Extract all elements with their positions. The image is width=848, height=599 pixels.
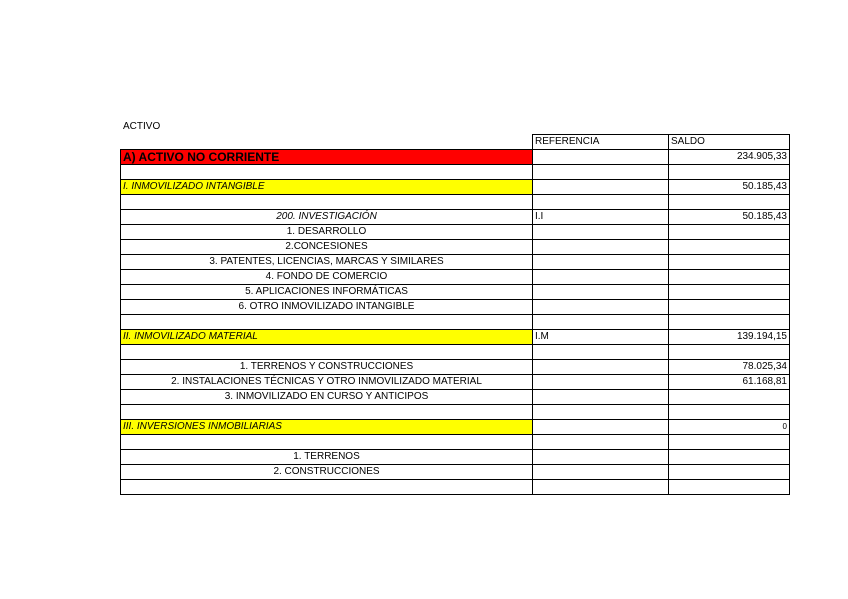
table-row[interactable] (121, 375, 790, 390)
saldo-cell[interactable] (669, 435, 790, 450)
concept-cell[interactable] (121, 315, 533, 330)
concept-cell[interactable]: I. INMOVILIZADO INTANGIBLE (121, 180, 533, 195)
concept-cell[interactable]: 2.CONCESIONES (121, 240, 533, 255)
concept-cell[interactable]: II. INMOVILIZADO MATERIAL (121, 330, 533, 345)
concept-cell[interactable]: 3. INMOVILIZADO EN CURSO Y ANTICIPOS (121, 390, 533, 405)
balance-sheet-table (120, 134, 790, 495)
ref-cell[interactable] (533, 405, 669, 420)
ref-cell[interactable] (533, 195, 669, 210)
ref-cell[interactable] (533, 450, 669, 465)
ref-cell[interactable] (533, 375, 669, 390)
concept-cell[interactable] (121, 435, 533, 450)
concept-cell[interactable]: 3. PATENTES, LICENCIAS, MARCAS Y SIMILARES (121, 255, 533, 270)
ref-cell[interactable] (533, 165, 669, 180)
sheet-label: ACTIVO (123, 121, 161, 132)
table-row[interactable] (121, 390, 790, 405)
saldo-cell[interactable] (669, 480, 790, 495)
concept-cell[interactable]: 1. DESARROLLO (121, 225, 533, 240)
table-row[interactable] (121, 225, 790, 240)
ref-cell[interactable] (533, 315, 669, 330)
ref-cell[interactable] (533, 300, 669, 315)
ref-cell[interactable] (533, 225, 669, 240)
ref-cell[interactable] (533, 345, 669, 360)
ref-cell[interactable] (533, 285, 669, 300)
saldo-cell[interactable]: 0 (669, 420, 790, 435)
saldo-cell[interactable]: 234.905,33 (669, 150, 790, 165)
saldo-cell[interactable]: 50.185,43 (669, 210, 790, 225)
saldo-cell[interactable] (669, 285, 790, 300)
ref-cell[interactable] (533, 180, 669, 195)
ref-cell[interactable] (533, 480, 669, 495)
saldo-cell[interactable]: 50.185,43 (669, 180, 790, 195)
table-row[interactable] (121, 435, 790, 450)
table-row-investigacion[interactable] (121, 210, 790, 225)
concept-cell[interactable] (121, 165, 533, 180)
concept-cell[interactable]: 2. INSTALACIONES TÉCNICAS Y OTRO INMOVILIZADO MATERIAL (121, 375, 533, 390)
table-row[interactable] (121, 345, 790, 360)
saldo-cell[interactable] (669, 225, 790, 240)
concept-cell[interactable]: 1. TERRENOS Y CONSTRUCCIONES (121, 360, 533, 375)
header-referencia: REFERENCIA (533, 135, 669, 150)
concept-cell[interactable]: 6. OTRO INMOVILIZADO INTANGIBLE (121, 300, 533, 315)
concept-cell[interactable]: A) ACTIVO NO CORRIENTE (121, 150, 533, 165)
header-saldo: SALDO (669, 135, 790, 150)
saldo-cell[interactable]: 61.168,81 (669, 375, 790, 390)
ref-cell[interactable] (533, 255, 669, 270)
concept-cell[interactable]: 4. FONDO DE COMERCIO (121, 270, 533, 285)
header-blank-cell (121, 135, 533, 150)
ref-cell[interactable] (533, 240, 669, 255)
saldo-cell[interactable] (669, 450, 790, 465)
table-row[interactable] (121, 360, 790, 375)
table-row-activo-no-corriente[interactable] (121, 150, 790, 165)
table-row[interactable] (121, 270, 790, 285)
concept-cell[interactable]: 200. INVESTIGACIÓN (121, 210, 533, 225)
table-row[interactable] (121, 480, 790, 495)
saldo-cell[interactable]: 78.025,34 (669, 360, 790, 375)
concept-cell[interactable] (121, 480, 533, 495)
saldo-cell[interactable] (669, 255, 790, 270)
ref-cell[interactable] (533, 420, 669, 435)
table-row[interactable] (121, 240, 790, 255)
concept-cell[interactable] (121, 345, 533, 360)
saldo-cell[interactable] (669, 195, 790, 210)
table-row[interactable] (121, 195, 790, 210)
table-row-inversiones-inmobiliarias[interactable] (121, 420, 790, 435)
concept-cell[interactable] (121, 405, 533, 420)
saldo-cell[interactable] (669, 270, 790, 285)
ref-cell[interactable] (533, 435, 669, 450)
table-row[interactable] (121, 300, 790, 315)
table-row[interactable] (121, 315, 790, 330)
ref-cell[interactable] (533, 390, 669, 405)
concept-cell[interactable]: 2. CONSTRUCCIONES (121, 465, 533, 480)
ref-cell[interactable] (533, 465, 669, 480)
saldo-cell[interactable] (669, 345, 790, 360)
table-row-inmovilizado-material[interactable] (121, 330, 790, 345)
concept-cell[interactable] (121, 195, 533, 210)
saldo-cell[interactable] (669, 300, 790, 315)
saldo-cell[interactable] (669, 240, 790, 255)
saldo-cell[interactable] (669, 390, 790, 405)
saldo-cell[interactable] (669, 165, 790, 180)
table-row[interactable] (121, 405, 790, 420)
saldo-cell[interactable] (669, 315, 790, 330)
ref-cell[interactable]: I.M (533, 330, 669, 345)
header-row (121, 135, 790, 150)
table-row[interactable] (121, 285, 790, 300)
table-row[interactable] (121, 165, 790, 180)
saldo-cell[interactable]: 139.194,15 (669, 330, 790, 345)
ref-cell[interactable]: I.I (533, 210, 669, 225)
saldo-cell[interactable] (669, 405, 790, 420)
table-row-inmovilizado-intangible[interactable] (121, 180, 790, 195)
table-row[interactable] (121, 450, 790, 465)
table-row[interactable] (121, 465, 790, 480)
concept-cell[interactable]: 5. APLICACIONES INFORMÁTICAS (121, 285, 533, 300)
concept-cell[interactable]: 1. TERRENOS (121, 450, 533, 465)
concept-cell[interactable]: III. INVERSIONES INMOBILIARIAS (121, 420, 533, 435)
saldo-cell[interactable] (669, 465, 790, 480)
ref-cell[interactable] (533, 270, 669, 285)
ref-cell[interactable] (533, 360, 669, 375)
ref-cell[interactable] (533, 150, 669, 165)
table-row[interactable] (121, 255, 790, 270)
